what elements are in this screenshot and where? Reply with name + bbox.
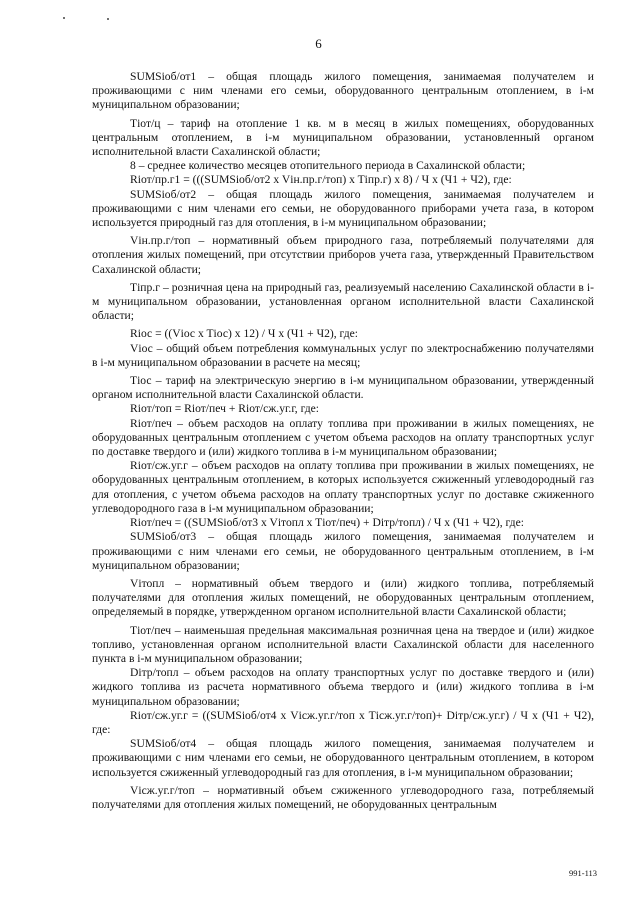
formula-r-pech: Rіот/печ = ((SUMSіоб/от3 x Vітопл x Tіот/печ) + Dітр/топл) / Ч x (Ч1 + Ч2), где:	[130, 516, 524, 530]
footer-document-code: 991-113	[568, 868, 597, 878]
paragraph-months: 8 – среднее количество месяцев отопительного периода в Сахалинской области;	[130, 159, 526, 173]
paragraph-sums3: SUMSіоб/от3 – общая площадь жилого помещения, занимаемая получателем и проживающими с ним членами его семьи, не оборудованного центральным отоплением, в і-м муниципальном образовании;	[92, 530, 594, 572]
paragraph-t-gas: Tіпр.г – розничная цена на природный газ, реализуемый населению Сахалинской области в і-м муниципальном образовании, установленная органом исполнительной власти Сахалинской области;	[92, 280, 594, 323]
paragraph-r-pech: Rіот/печ – объем расходов на оплату топлива при проживании в жилых помещениях, не оборудованных центральным отоплением с учетом объема расходов на оплату транспортных услуг по доставке твердого и (или) жидкого топлива в і-м муниципальном образовании;	[92, 416, 594, 459]
paragraph-t-pech: Tіот/печ – наименьшая предельная максимальная розничная цена на твердое и (или) жидкое топливо, установленная органом исполнительной власти Сахалинской области для населенного пункта в і-м муниципальном образовании;	[92, 623, 594, 665]
formula-r-ios: Rіос = ((Vіос x Tіос) x 12) / Ч x (Ч1 + Ч2), где:	[130, 327, 359, 341]
page-number: 6	[315, 36, 322, 51]
formula-r-top: Rіот/топ = Rіот/печ + Rіот/сж.уг.г, где:	[130, 402, 320, 416]
paragraph-r-szhug: Rіот/сж.уг.г – объем расходов на оплату топлива при проживании в жилых помещениях, не оборудованных центральным отоплением, в которых используется сжиженный углеводородный газ для отопления, с учетом объема расходов на оплату транспортных услуг по доставке сжиженного углеводородного газа в і-м муниципальном образовании;	[92, 459, 594, 515]
paragraph-sums1: SUMSіоб/от1 – общая площадь жилого помещения, занимаемая получателем и проживающими с ним членами его семьи, оборудованного центральным отоплением, в і-м муниципальном образовании;	[92, 70, 594, 112]
paragraph-v-szhug: Vісж.уг.г/топ – нормативный объем сжиженного углеводородного газа, потребляемый получателями для отопления жилых помещений, не оборудованных центральным	[92, 783, 594, 811]
document-body	[92, 70, 594, 812]
paragraph-sums4: SUMSіоб/от4 – общая площадь жилого помещения, занимаемая получателем и проживающими с ним членами его семьи, не оборудованного центральным отоплением, в котором используется сжиженный углеводородный газ для отопления, в і-м муниципальном образовании;	[92, 737, 594, 779]
formula-r-szhug: Rіот/сж.уг.г = ((SUMSіоб/от4 x Vісж.уг.г/топ x Tісж.уг.г/топ)+ Dітр/сж.уг.г) / Ч x (Ч1 + Ч2), где:	[92, 708, 594, 736]
scan-speck	[107, 18, 109, 20]
paragraph-sums2: SUMSіоб/от2 – общая площадь жилого помещения, занимаемая получателем и проживающими с ним членами его семьи, не оборудованного приборами учета газа, в котором используется природный газ для отопления, в і-м муниципальном образовании;	[92, 187, 594, 230]
paragraph-d-topl: Dітр/топл – объем расходов на оплату транспортных услуг по доставке твердого и (или) жидкого топлива из расчета нормативного объема твердого и (или) жидкого топлива в і-м муниципальном образовании;	[92, 666, 594, 708]
paragraph-v-topl: Vітопл – нормативный объем твердого и (или) жидкого топлива, потребляемый получателями для отопления жилых помещений, не оборудованных центральным отоплением, определяемый в порядке, утвержденном органом исполнительной власти Сахалинской области;	[92, 576, 594, 619]
formula-r-gas: Rіот/пр.г1 = (((SUMSіоб/от2 x Vін.пр.г/топ) x Tіпр.г) x 8) / Ч x (Ч1 + Ч2), где:	[130, 173, 512, 187]
paragraph-v-ios: Vіос – общий объем потребления коммунальных услуг по электроснабжению получателями в і-м муниципальном образовании в расчете на месяц;	[92, 341, 594, 369]
scan-speck	[63, 17, 65, 19]
paragraph-t-ios: Tіос – тариф на электрическую энергию в і-м муниципальном образовании, утвержденный органом исполнительной власти Сахалинской области.	[92, 374, 594, 402]
paragraph-v-gas: Vін.пр.г/топ – нормативный объем природного газа, потребляемый получателями для отопления жилых помещений, при отсутствии приборов учета газа, утвержденный Правительством Сахалинской области;	[92, 234, 594, 276]
paragraph-tiot: Tіот/ц – тариф на отопление 1 кв. м в месяц в жилых помещениях, оборудованных центральным отоплением, в і-м муниципальном образовании, установленный органом исполнительной власти Сахалинской области;	[92, 116, 594, 159]
